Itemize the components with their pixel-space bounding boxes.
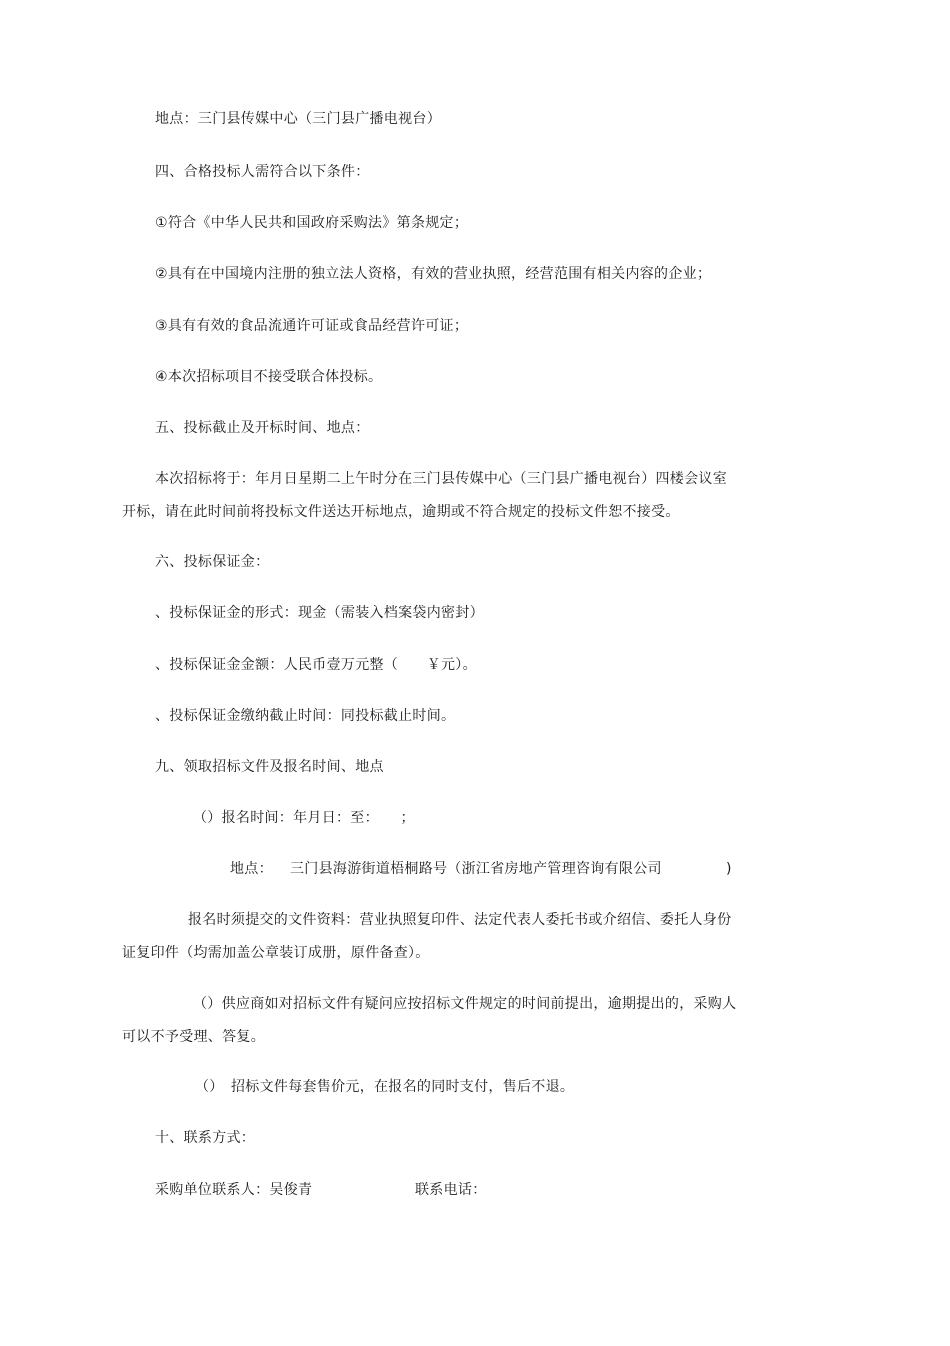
- section-5-title: 五、投标截止及开标时间、地点：: [155, 420, 370, 436]
- location-line: 地点：三门县传媒中心（三门县广播电视台）: [155, 111, 441, 127]
- inquiry-line-1: （）供应商如对招标文件有疑问应按招标文件规定的时间前提出，逾期提出的，采购人: [193, 996, 737, 1012]
- registration-location-close: ): [726, 861, 732, 877]
- registration-location-label: 地点：: [230, 861, 273, 877]
- section-4-item-3: ③具有有效的食品流通许可证或食品经营许可证；: [155, 318, 469, 334]
- section-4-item-4: ④本次招标项目不接受联合体投标。: [155, 369, 383, 385]
- section-5-body-line-2: 开标，请在此时间前将投标文件送达开标地点，逾期或不符合规定的投标文件恕不接受。: [122, 504, 680, 520]
- contact-phone-label: 联系电话：: [415, 1182, 487, 1198]
- section-4-title: 四、合格投标人需符合以下条件：: [155, 164, 370, 180]
- section-4-item-2: ②具有在中国境内注册的独立法人资格，有效的营业执照，经营范围有相关内容的企业；: [155, 266, 712, 282]
- required-documents-line-1: 报名时须提交的文件资料：营业执照复印件、法定代表人委托书或介绍信、委托人身份: [188, 912, 732, 928]
- section-4-item-1: ①符合《中华人民共和国政府采购法》第条规定；: [155, 215, 469, 231]
- section-5-body-line-1: 本次招标将于：年月日星期二上午时分在三门县传媒中心（三门县广播电视台）四楼会议室: [155, 471, 727, 487]
- section-6-item-2: 、投标保证金金额：人民币壹万元整（ ￥元）。: [155, 657, 477, 673]
- section-9-title: 九、领取招标文件及报名时间、地点: [155, 759, 384, 775]
- registration-time: （）报名时间：年月日：至： ；: [193, 810, 415, 826]
- contact-person: 采购单位联系人：吴俊青: [155, 1182, 313, 1198]
- price-prefix: （）: [195, 1079, 224, 1095]
- registration-location-value: 三门县海游街道梧桐路号（浙江省房地产管理咨询有限公司: [290, 861, 662, 877]
- section-6-item-1: 、投标保证金的形式：现金（需装入档案袋内密封）: [155, 605, 484, 621]
- section-6-item-3: 、投标保证金缴纳截止时间：同投标截止时间。: [155, 708, 456, 724]
- inquiry-line-2: 可以不予受理、答复。: [122, 1029, 265, 1045]
- price-text: 招标文件每套售价元，在报名的同时支付，售后不退。: [231, 1079, 575, 1095]
- section-10-title: 十、联系方式：: [155, 1130, 256, 1146]
- section-6-title: 六、投标保证金：: [155, 554, 270, 570]
- required-documents-line-2: 证复印件（均需加盖公章装订成册，原件备查）。: [122, 945, 430, 961]
